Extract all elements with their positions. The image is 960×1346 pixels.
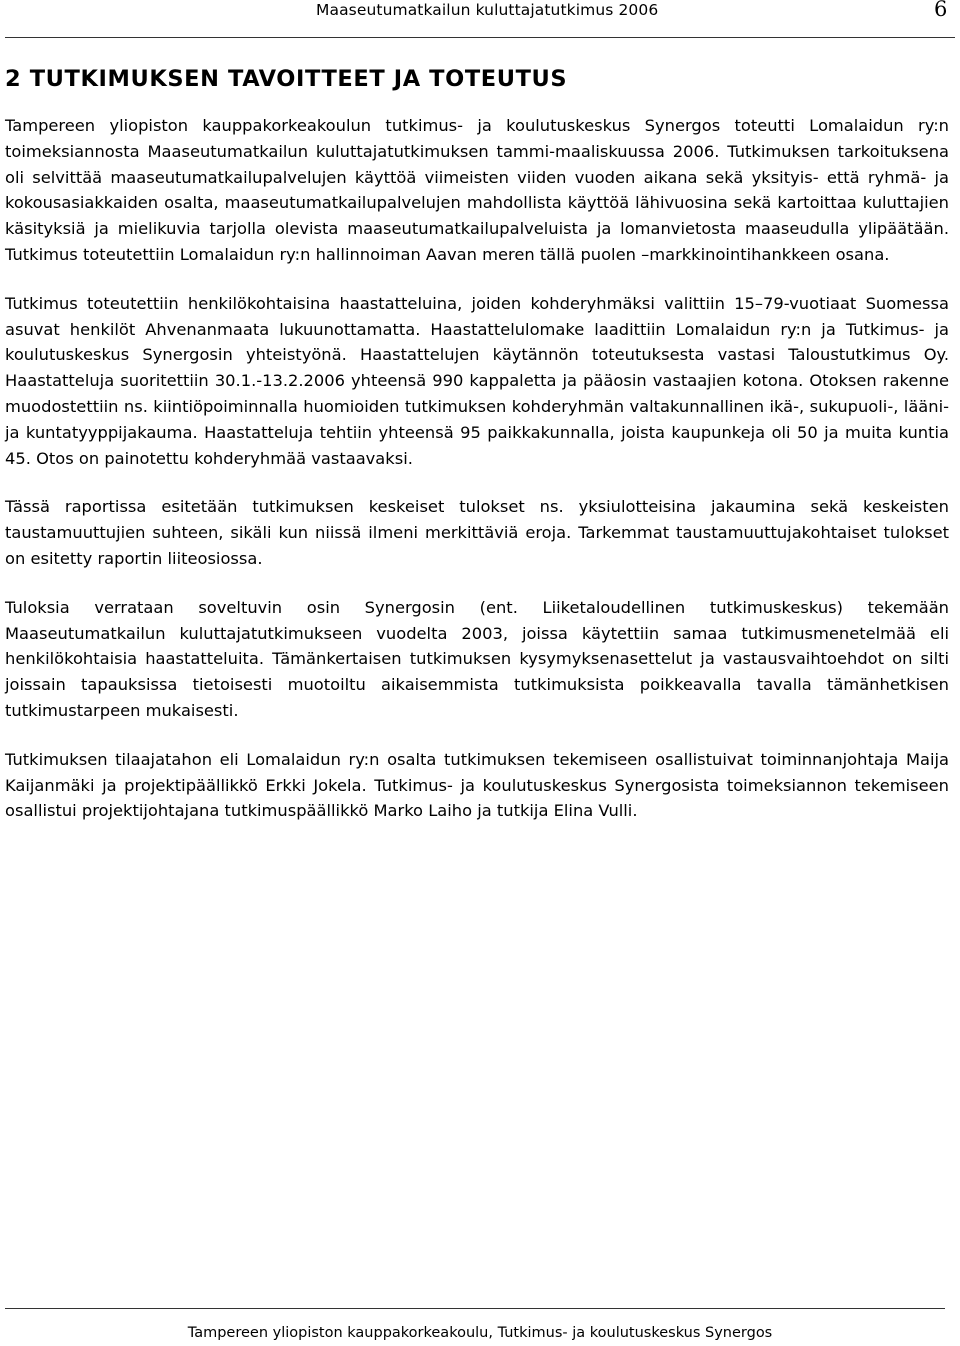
section-heading: 2 TUTKIMUKSEN TAVOITTEET JA TOTEUTUS	[5, 66, 568, 92]
running-footer	[0, 1300, 960, 1346]
header-divider	[5, 37, 955, 38]
body-paragraph-3: Tässä raportissa esitetään tutkimuksen keskeiset tulokset ns. yksiulotteisina jakaumina sekä keskeisten taustamuuttujien suhteen, sikäli kun niissä ilmeni merkittäviä eroja. Tarkemmat taustamuuttujakohtaiset tulokset on esitetty raportin liiteosiossa.	[5, 497, 949, 568]
body-paragraph-1: Tampereen yliopiston kauppakorkeakoulun tutkimus- ja koulutuskeskus Synergos toteutti Lomalaidun ry:n toimeksiannosta Maaseutumatkailun kuluttajatutkimuksen tammi-maaliskuussa 2006. Tutkimuksen tarkoituksena oli selvittää maaseutumatkailupalvelujen käyttöä viimeisten viiden vuoden aikana sekä yksityis- että ryhmä- ja kokousasiakkaiden osalta, maaseutumatkailupalvelujen mahdollista käyttöä lähivuosina sekä kartoittaa kuluttajien käsityksiä ja mielikuvia tarjolla olevista maaseutumatkailupalveluista ja lomanvietosta maaseudulla ylipäätään. Tutkimus toteutettiin Lomalaidun ry:n hallinnoiman Aavan meren tällä puolen –markkinointihankkeen osana.	[5, 116, 949, 264]
footer-divider	[5, 1308, 945, 1309]
body-paragraph-5: Tutkimuksen tilaajatahon eli Lomalaidun ry:n osalta tutkimuksen tekemiseen osallistuivat toiminnanjohtaja Maija Kaijanmäki ja projektipäällikkö Erkki Jokela. Tutkimus- ja koulutuskeskus Synergosista toimeksiannon tekemiseen osallistui projektijohtajana tutkimuspäällikkö Marko Laiho ja tutkija Elina Vulli.	[5, 749, 949, 821]
page-number: 6	[934, 0, 948, 21]
running-header	[0, 0, 960, 40]
footer-text: Tampereen yliopiston kauppakorkeakoulu, Tutkimus- ja koulutuskeskus Synergos	[187, 1325, 773, 1341]
page-body	[5, 62, 949, 824]
body-paragraph-2: Tutkimus toteutettiin henkilökohtaisina haastatteluina, joiden kohderyhmäksi valittiin 15–79-vuotiaat Suomessa asuvat henkilöt Ahvenanmaata lukuunottamatta. Haastattelulomake laadittiin Lomalaidun ry:n ja Tutkimus- ja koulutuskeskus Synergosin yhteistyönä. Haastattelujen käytännön toteutuksesta vastasi Taloustutkimus Oy. Haastatteluja suoritettiin 30.1.-13.2.2006 yhteensä 990 kappaletta ja pääosin vastaajien kotona. Otoksen rakenne muodostettiin ns. kiintiöpoiminnalla huomioiden tutkimuksen kohderyhmän valtakunnallinen ikä-, sukupuoli-, lääni- ja kuntatyyppijakauma. Haastatteluja tehtiin yhteensä 95 paikkakunnalla, joista kaupunkeja oli 50 ja muita kuntia 45. Otos on painotettu kohderyhmää vastaavaksi.	[5, 293, 949, 468]
header-title: Maaseutumatkailun kuluttajatutkimus 2006	[316, 1, 659, 19]
body-paragraph-4: Tuloksia verrataan soveltuvin osin Synergosin (ent. Liiketaloudellinen tutkimuskeskus) tekemään Maaseutumatkailun kuluttajatutkimukseen vuodelta 2003, joissa käytettiin samaa tutkimusmenetelmää eli henkilökohtaisia haastatteluita. Tämänkertaisen tutkimuksen kysymyksenasettelut ja vastausvaihtoehdot on silti joissain tapauksissa tietoisesti muotoiltu aikaisemmista tutkimuksista poikkeavalla tavalla tämänhetkisen tutkimustarpeen mukaisesti.	[5, 597, 949, 720]
